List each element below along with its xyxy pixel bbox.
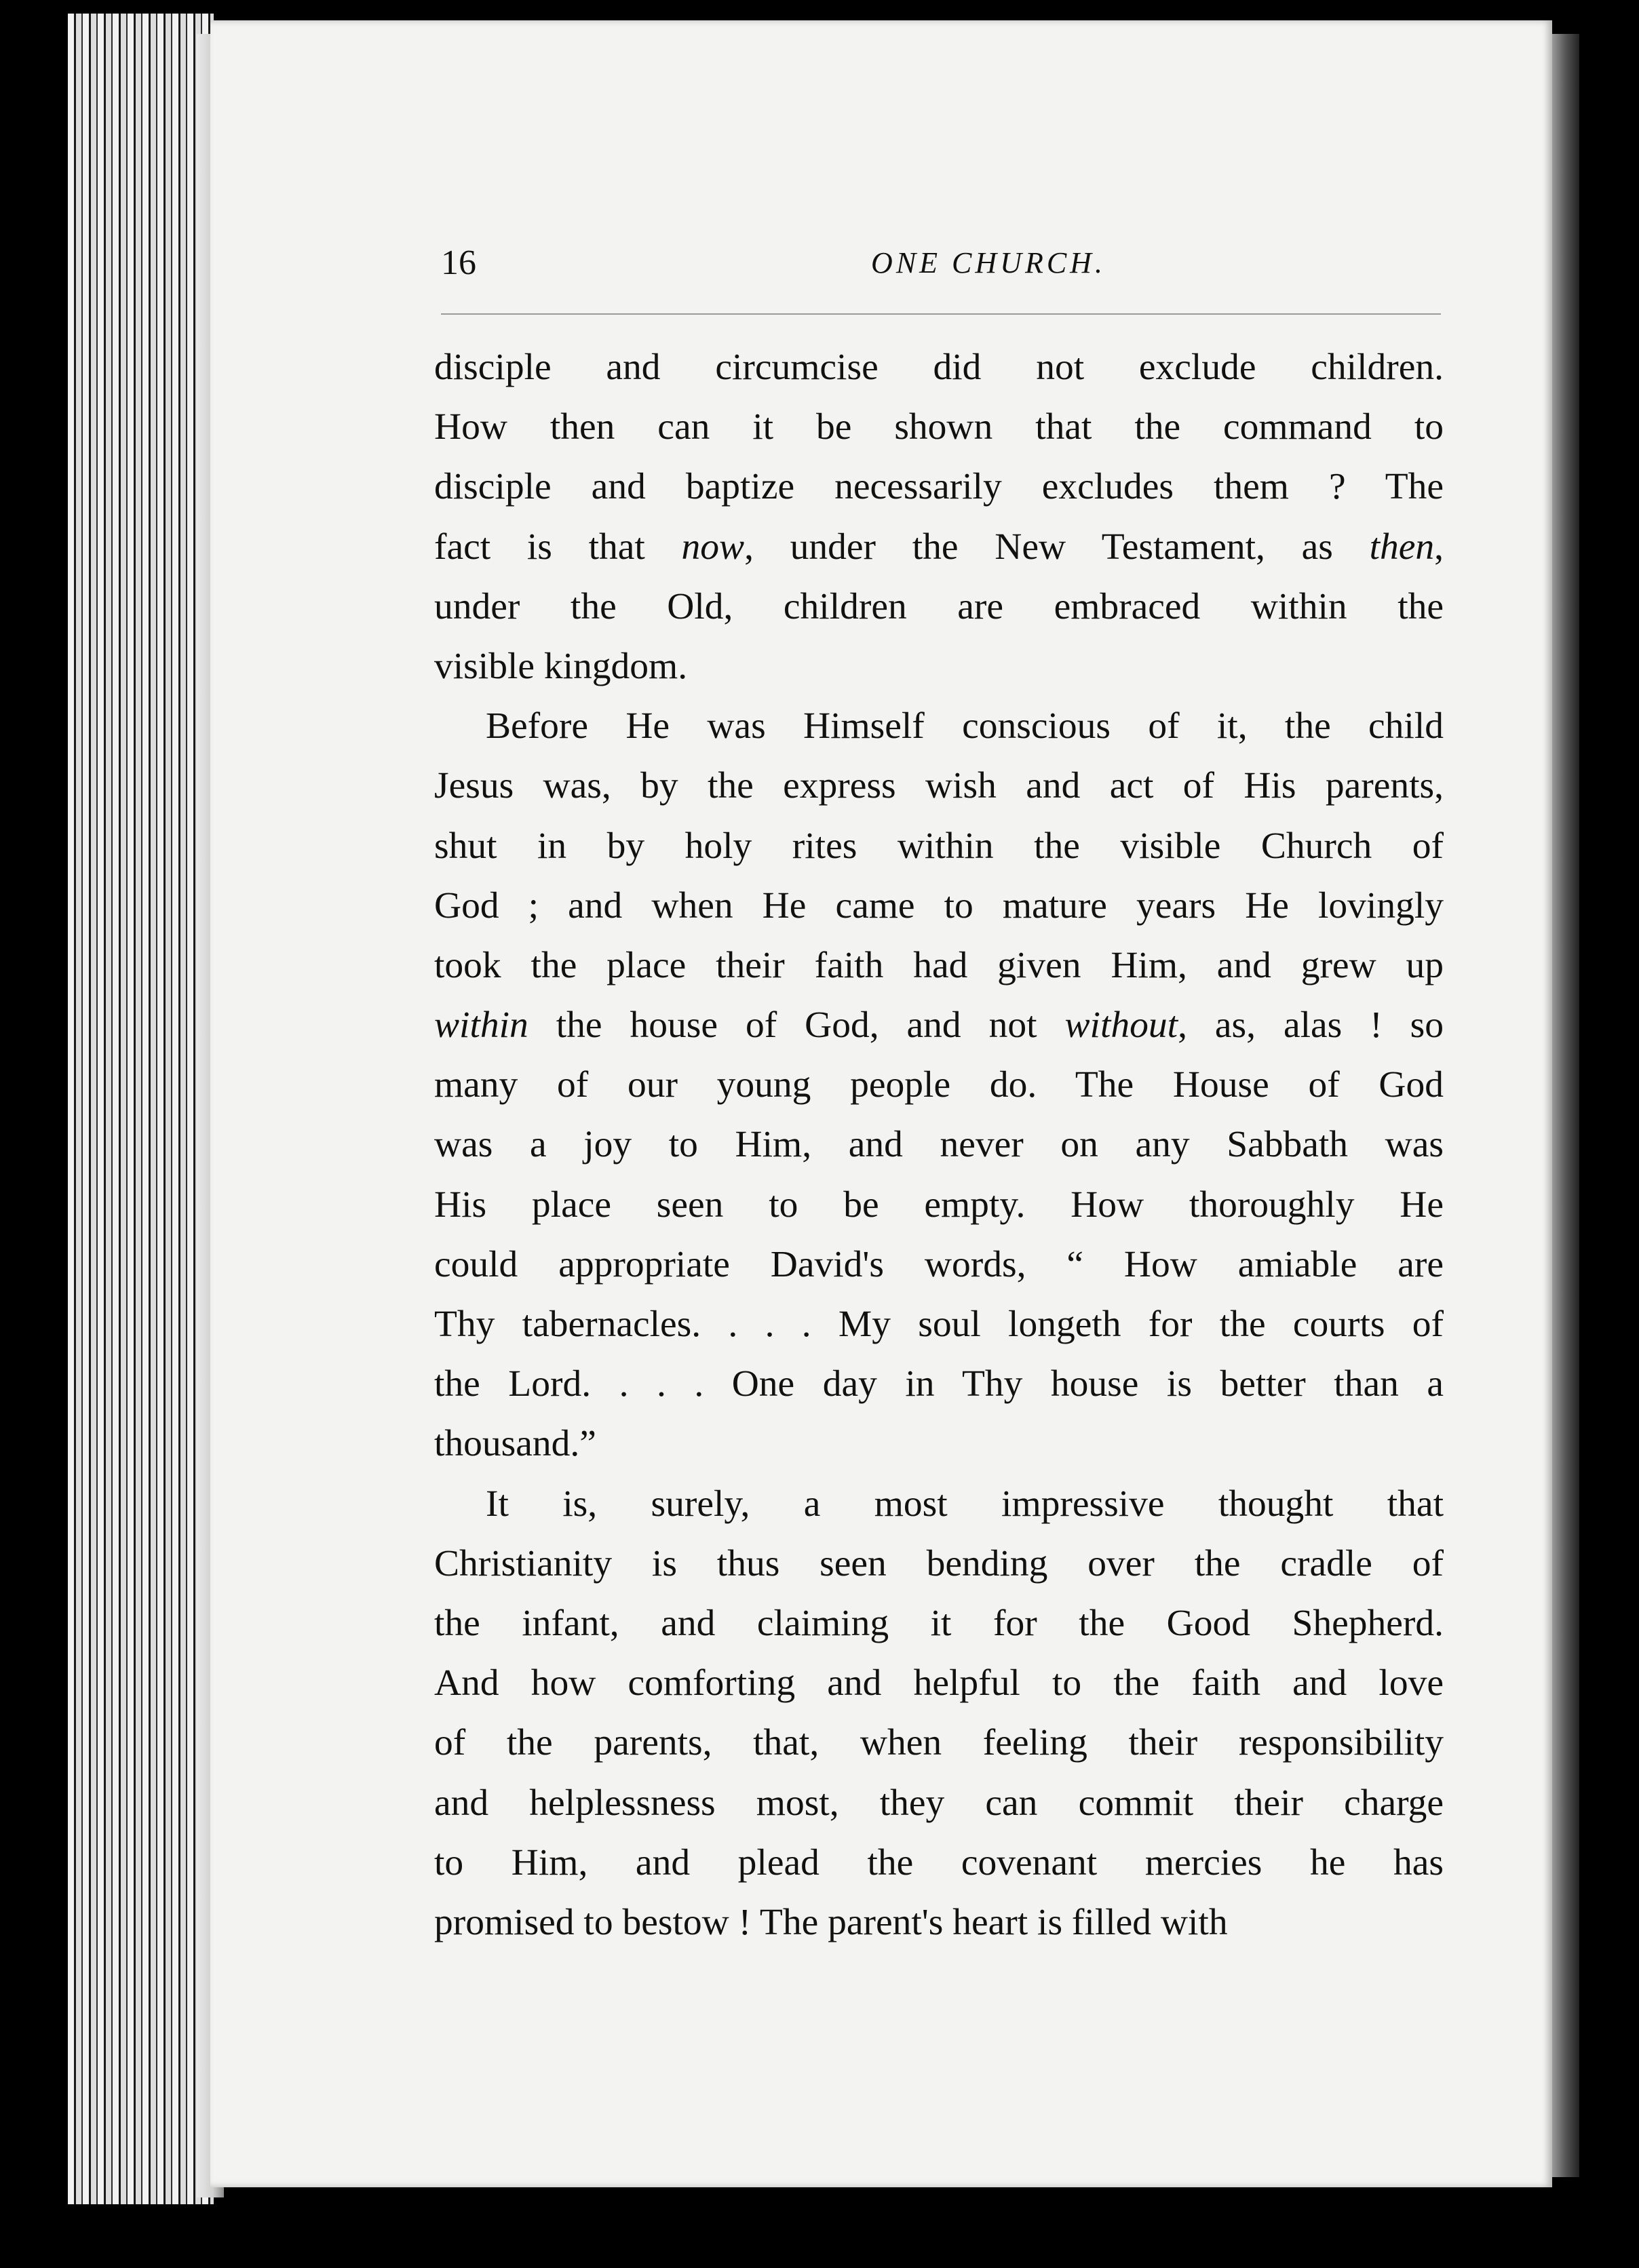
italic-text: without [1064, 1004, 1178, 1047]
header-rule [441, 313, 1441, 315]
text-line: And how comforting and helpful to the faith and love [434, 1662, 1444, 1704]
text-line: the Lord. . . . One day in Thy house is better than a [434, 1363, 1444, 1405]
text-line: Jesus was, by the express wish and act of His parents, [434, 765, 1444, 807]
text-line: many of our young people do. The House of God [434, 1064, 1444, 1106]
page-edges [68, 14, 214, 2204]
text-line: was a joy to Him, and never on any Sabbath was [434, 1124, 1444, 1166]
body-text [434, 338, 1444, 1953]
text-line: It is, surely, a most impressive thought that [486, 1483, 1444, 1525]
italic-text: within [434, 1004, 528, 1047]
text-line: visible kingdom. [434, 645, 688, 687]
italic-text: now [681, 526, 745, 568]
text-line: to Him, and plead the covenant mercies he has [434, 1841, 1444, 1883]
running-title: ONE CHURCH. [871, 246, 1106, 279]
text-line: Christianity is thus seen bending over the cradle of [434, 1542, 1444, 1584]
text-line: of the parents, that, when feeling their responsibility [434, 1722, 1444, 1764]
paragraph [434, 1474, 1444, 1953]
text-line: God ; and when He came to mature years He lovingly [434, 884, 1444, 926]
text-line: shut in by holy rites within the visible Church of [434, 825, 1444, 867]
text-line: disciple and baptize necessarily excludes them ? The [434, 466, 1444, 508]
text-line [434, 517, 1444, 577]
text-segment: , under the New Testament, as [744, 526, 1370, 568]
text-line: How then can it be shown that the command to [434, 406, 1444, 448]
text-line: Thy tabernacles. . . . My soul longeth for the courts of [434, 1304, 1444, 1345]
text-line: thousand.” [434, 1423, 596, 1465]
right-edge-shadow [1552, 34, 1579, 2177]
text-line: under the Old, children are embraced within the [434, 585, 1444, 627]
text-line: took the place their faith had given Him, and grew up [434, 944, 1444, 986]
paragraph [434, 697, 1444, 1474]
text-line: His place seen to be empty. How thoroughly He [434, 1184, 1444, 1226]
paragraph [434, 338, 1444, 697]
text-line: Before He was Himself conscious of it, the child [486, 705, 1444, 747]
text-line [434, 996, 1444, 1055]
text-line: disciple and circumcise did not exclude children. [434, 347, 1444, 388]
text-segment: fact is that [434, 526, 682, 568]
text-line: could appropriate David's words, “ How amiable are [434, 1243, 1444, 1285]
text-segment: , [1434, 526, 1444, 568]
text-line: and helplessness most, they can commit their charge [434, 1782, 1444, 1824]
text-segment: the house of God, and not [528, 1004, 1065, 1047]
running-head [441, 243, 1441, 284]
page-number: 16 [441, 243, 476, 282]
text-line: promised to bestow ! The parent's heart is filled with [434, 1901, 1228, 1943]
text-line: the infant, and claiming it for the Good Shepherd. [434, 1602, 1444, 1644]
italic-text: then [1369, 526, 1435, 568]
text-segment: , as, alas ! so [1178, 1004, 1444, 1047]
